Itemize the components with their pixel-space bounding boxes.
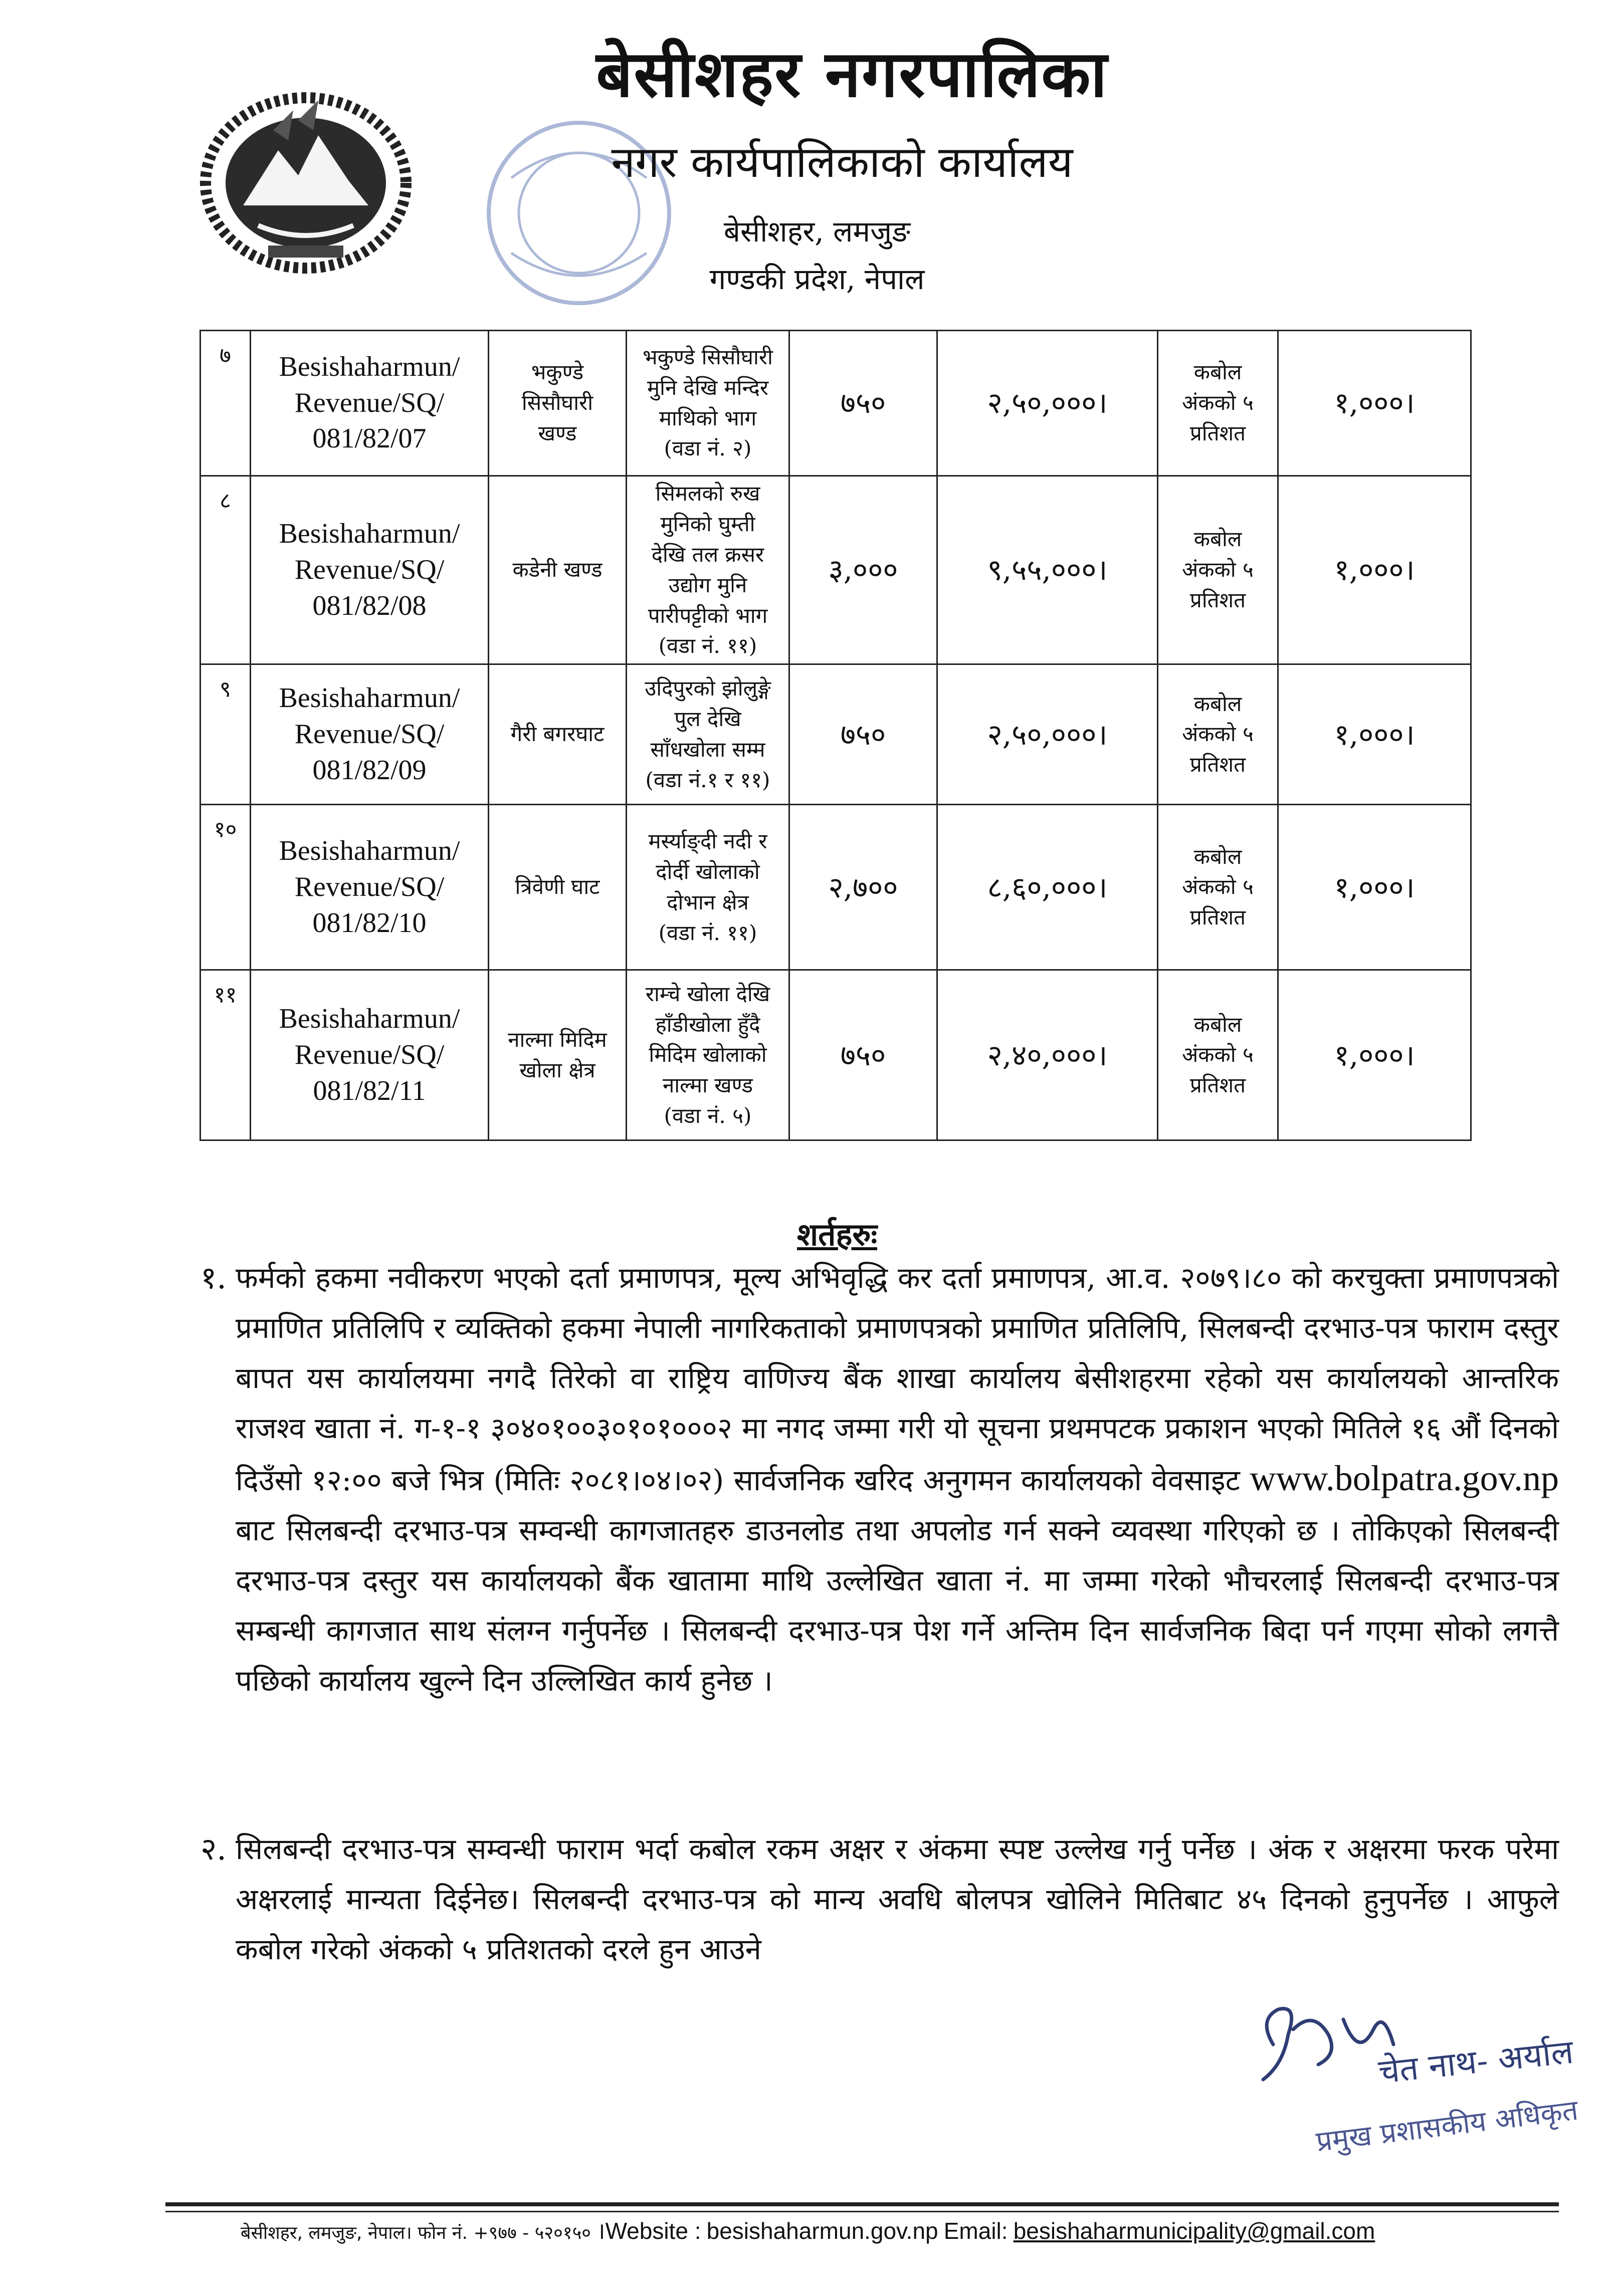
reference-code-line: Besishaharmun/ bbox=[279, 518, 460, 550]
deposit-rate-line: अंकको ५ bbox=[1182, 390, 1254, 415]
reference-code-line: 081/82/08 bbox=[312, 590, 427, 621]
table-row bbox=[200, 805, 1471, 970]
location-description-line: पुल देखि bbox=[674, 706, 741, 731]
form-fee: १,०००। bbox=[1278, 805, 1471, 970]
notice-table bbox=[199, 330, 1472, 1141]
reference-code bbox=[251, 970, 489, 1140]
location-description-line: (वडा नं. ११) bbox=[658, 633, 757, 658]
area-name-line: त्रिवेणी घाट bbox=[515, 874, 600, 899]
quantity: ३,००० bbox=[789, 476, 937, 664]
reference-code-line: Revenue/SQ/ bbox=[294, 554, 445, 585]
reference-code bbox=[251, 805, 489, 970]
deposit-rate-line: अंकको ५ bbox=[1182, 874, 1254, 899]
serial-number: ११ bbox=[200, 970, 251, 1140]
location-description-line: भकुण्डे सिसौघारी bbox=[643, 344, 773, 369]
serial-number: ८ bbox=[200, 476, 251, 664]
location-description bbox=[627, 476, 789, 664]
location-description-line: उद्योग मुनि bbox=[668, 572, 747, 597]
area-name-line: खण्ड bbox=[538, 420, 577, 445]
location-description-line: उदिपुरको झोलुङ्गे bbox=[645, 676, 771, 701]
signatory-designation: प्रमुख प्रशासकीय अधिकृत bbox=[1314, 2094, 1580, 2159]
location-description-line: दोभान क्षेत्र bbox=[667, 889, 749, 914]
reference-code bbox=[251, 476, 489, 664]
deposit-rate-line: कबोल bbox=[1193, 527, 1242, 552]
quantity: २,७०० bbox=[789, 805, 937, 970]
deposit-rate-line: कबोल bbox=[1193, 360, 1242, 385]
condition-item-2 bbox=[200, 1824, 1559, 1974]
footer-divider bbox=[165, 2211, 1559, 2212]
deposit-rate-line: कबोल bbox=[1193, 1012, 1242, 1037]
reference-code-line: Revenue/SQ/ bbox=[294, 871, 445, 902]
location-description bbox=[627, 805, 789, 970]
quantity: ७५० bbox=[789, 664, 937, 805]
location-description bbox=[627, 664, 789, 805]
condition-text: फर्मको हकमा नवीकरण भएको दर्ता प्रमाणपत्र, मूल्य अभिवृद्धि कर दर्ता प्रमाणपत्र, आ.व. २०७९।८० को करचुक्ता प्रमाणपत्रको प्रमाणित प्रतिलिपि र व्यक्तिको हकमा नेपाली नागरिकताको प्रमाणपत्रको प्रमाणित प्रतिलिपि, सिलबन्दी दरभाउ-पत्र फाराम दस्तुर बापत यस कार्यालयमा नगदै तिरेको वा राष्ट्रिय वाणिज्य बैंक शाखा कार्यालय बेसीशहरमा रहेको यस कार्यालयको आन्तरिक राजश्व खाता नं. ग-१-१ ३०४०१००३०१०१०००२ मा नगद जम्मा गरी यो सूचना प्रथमपटक प्रकाशन भएको मितिले १६ औं दिनको दिउँसो १२:०० बजे भित्र (मितिः २०८१।०४।०२) सार्वजनिक खरिद अनुगमन कार्यालयको वेवसाइट bbox=[236, 1261, 1559, 1497]
deposit-rate-line: प्रतिशत bbox=[1189, 905, 1246, 930]
minimum-amount: २,५०,०००। bbox=[937, 331, 1158, 476]
serial-number: १० bbox=[200, 805, 251, 970]
location-description-line: साँधखोला सम्म bbox=[650, 737, 765, 762]
condition-text: सिलबन्दी दरभाउ-पत्र सम्वन्धी फाराम भर्दा कबोल रकम अक्षर र अंकमा स्पष्ट उल्लेख गर्नु पर्नेछ । अंक र अक्षरमा फरक परेमा अक्षरलाई मान्यता दिईनेछ। सिलबन्दी दरभाउ-पत्र को मान्य अवधि बोलपत्र खोलिने मितिबाट ४५ दिनको हुनुपर्नेछ । आफुले कबोल गरेको अंकको ५ प्रतिशतको दरले हुन आउने bbox=[236, 1832, 1559, 1966]
location-description-line: मिदिम खोलाको bbox=[649, 1042, 767, 1067]
bolpatra-link[interactable]: www.bolpatra.gov.np bbox=[1250, 1458, 1559, 1498]
reference-code-line: Revenue/SQ/ bbox=[294, 1039, 445, 1070]
table-row bbox=[200, 664, 1471, 805]
footer bbox=[241, 2215, 1569, 2246]
condition-text: बाट सिलबन्दी दरभाउ-पत्र सम्वन्धी कागजातहरु डाउनलोड तथा अपलोड गर्न सक्ने व्यवस्था गरिएको छ । तोकिएको सिलबन्दी दरभाउ-पत्र दस्तुर यस कार्यालयको बैंक खातामा माथि उल्लेखित खाता नं. मा जम्मा गरेको भौचरलाई सिलबन्दी दरभाउ-पत्र सम्बन्धी कागजात साथ संलग्न गर्नुपर्नेछ । सिलबन्दी दरभाउ-पत्र पेश गर्ने अन्तिम दिन सार्वजनिक बिदा पर्न गएमा सोको लगत्तै पछिको कार्यालय खुल्ने दिन उल्लिखित कार्य हुनेछ । bbox=[236, 1513, 1559, 1698]
email-link[interactable]: besishaharmunicipality@gmail.com bbox=[1013, 2218, 1375, 2244]
table-row bbox=[200, 331, 1471, 476]
location-description-line: देखि तल क्रसर bbox=[651, 542, 764, 567]
location-description-line: (वडा नं. ५) bbox=[664, 1103, 752, 1128]
deposit-rate bbox=[1158, 476, 1278, 664]
municipality-title: बेसीशहर नगरपालिका bbox=[596, 37, 1108, 112]
minimum-amount: २,४०,०००। bbox=[937, 970, 1158, 1140]
footer-address: बेसीशहर, लमजुङ, नेपाल। फोन नं. +९७७ - ५२०१५० bbox=[241, 2223, 591, 2243]
area-name-line: सिसौघारी bbox=[521, 390, 593, 415]
deposit-rate-line: प्रतिशत bbox=[1189, 588, 1246, 613]
reference-code bbox=[251, 331, 489, 476]
table-row bbox=[200, 970, 1471, 1140]
location-description-line: मुनिको घुम्ती bbox=[660, 511, 755, 536]
area-name-line: भकुण्डे bbox=[531, 360, 584, 385]
form-fee: १,०००। bbox=[1278, 476, 1471, 664]
reference-code-line: 081/82/10 bbox=[312, 907, 427, 939]
quantity: ७५० bbox=[789, 970, 937, 1140]
reference-code-line: Besishaharmun/ bbox=[279, 835, 460, 867]
location-description-line: (वडा नं. २) bbox=[664, 436, 752, 461]
area-name bbox=[489, 331, 627, 476]
form-fee: १,०००। bbox=[1278, 331, 1471, 476]
deposit-rate-line: प्रतिशत bbox=[1189, 1073, 1246, 1098]
minimum-amount: ८,६०,०००। bbox=[937, 805, 1158, 970]
location-description-line: दोर्दी खोलाको bbox=[656, 859, 760, 884]
address-line-1: बेसीशहर, लमजुङ bbox=[723, 214, 911, 249]
location-description-line: हाँडीखोला हुँदै bbox=[655, 1012, 760, 1037]
location-description bbox=[627, 970, 789, 1140]
deposit-rate-line: अंकको ५ bbox=[1182, 1042, 1254, 1067]
reference-code-line: Besishaharmun/ bbox=[279, 351, 460, 382]
reference-code bbox=[251, 664, 489, 805]
deposit-rate bbox=[1158, 805, 1278, 970]
conditions-heading: शर्तहरुः bbox=[796, 1216, 878, 1253]
form-fee: १,०००। bbox=[1278, 970, 1471, 1140]
footer-divider bbox=[165, 2202, 1559, 2206]
condition-number: १. bbox=[200, 1259, 227, 1296]
location-description-line: (वडा नं. ११) bbox=[658, 920, 757, 945]
reference-code-line: 081/82/09 bbox=[312, 754, 427, 786]
area-name bbox=[489, 970, 627, 1140]
area-name-line: कडेनी खण्ड bbox=[512, 557, 602, 582]
deposit-rate-line: कबोल bbox=[1193, 844, 1242, 869]
location-description-line: (वडा नं.१ र ११) bbox=[645, 767, 770, 792]
reference-code-line: 081/82/07 bbox=[312, 423, 427, 454]
reference-code-line: Besishaharmun/ bbox=[279, 1003, 460, 1035]
website-label: ।Website : bbox=[596, 2218, 701, 2244]
condition-item-1 bbox=[200, 1253, 1559, 1706]
reference-code-line: Revenue/SQ/ bbox=[294, 387, 445, 418]
minimum-amount: ९,५५,०००। bbox=[937, 476, 1158, 664]
deposit-rate-line: अंकको ५ bbox=[1182, 722, 1254, 747]
deposit-rate-line: प्रतिशत bbox=[1189, 752, 1246, 777]
serial-number: ७ bbox=[200, 331, 251, 476]
location-description-line: नाल्मा खण्ड bbox=[662, 1073, 753, 1098]
area-name-line: खोला क्षेत्र bbox=[519, 1057, 595, 1082]
reference-code-line: 081/82/11 bbox=[313, 1075, 426, 1106]
location-description-line: मुनि देखि मन्दिर bbox=[647, 375, 768, 400]
nepal-emblem-icon bbox=[198, 75, 414, 276]
signatory-name: चेत नाथ- अर्याल bbox=[1376, 2032, 1575, 2092]
deposit-rate bbox=[1158, 970, 1278, 1140]
deposit-rate-line: कबोल bbox=[1193, 691, 1242, 716]
quantity: ७५० bbox=[789, 331, 937, 476]
deposit-rate-line: अंकको ५ bbox=[1182, 557, 1254, 582]
location-description-line: राम्चे खोला देखि bbox=[645, 981, 770, 1006]
serial-number: ९ bbox=[200, 664, 251, 805]
reference-code-line: Revenue/SQ/ bbox=[294, 719, 445, 750]
location-description bbox=[627, 331, 789, 476]
location-description-line: सिमलको रुख bbox=[655, 481, 760, 506]
office-subtitle: नगर कार्यपालिकाको कार्यालय bbox=[611, 137, 1073, 187]
location-description-line: पारीपट्टीको भाग bbox=[648, 603, 768, 628]
area-name-line: गैरी बगरघाट bbox=[510, 722, 605, 747]
condition-number: २. bbox=[200, 1830, 227, 1867]
address-line-2: गण्डकी प्रदेश, नेपाल bbox=[709, 262, 925, 296]
area-name bbox=[489, 805, 627, 970]
deposit-rate bbox=[1158, 664, 1278, 805]
email-label: Email: bbox=[943, 2218, 1008, 2244]
table-row bbox=[200, 476, 1471, 664]
deposit-rate bbox=[1158, 331, 1278, 476]
area-name bbox=[489, 664, 627, 805]
location-description-line: माथिको भाग bbox=[659, 405, 757, 430]
form-fee: १,०००। bbox=[1278, 664, 1471, 805]
website-link[interactable]: besishaharmun.gov.np bbox=[706, 2218, 938, 2244]
deposit-rate-line: प्रतिशत bbox=[1189, 420, 1246, 445]
reference-code-line: Besishaharmun/ bbox=[279, 682, 460, 714]
area-name-line: नाल्मा मिदिम bbox=[508, 1027, 607, 1052]
area-name bbox=[489, 476, 627, 664]
minimum-amount: २,५०,०००। bbox=[937, 664, 1158, 805]
location-description-line: मर्स्याङ्दी नदी र bbox=[648, 829, 767, 854]
